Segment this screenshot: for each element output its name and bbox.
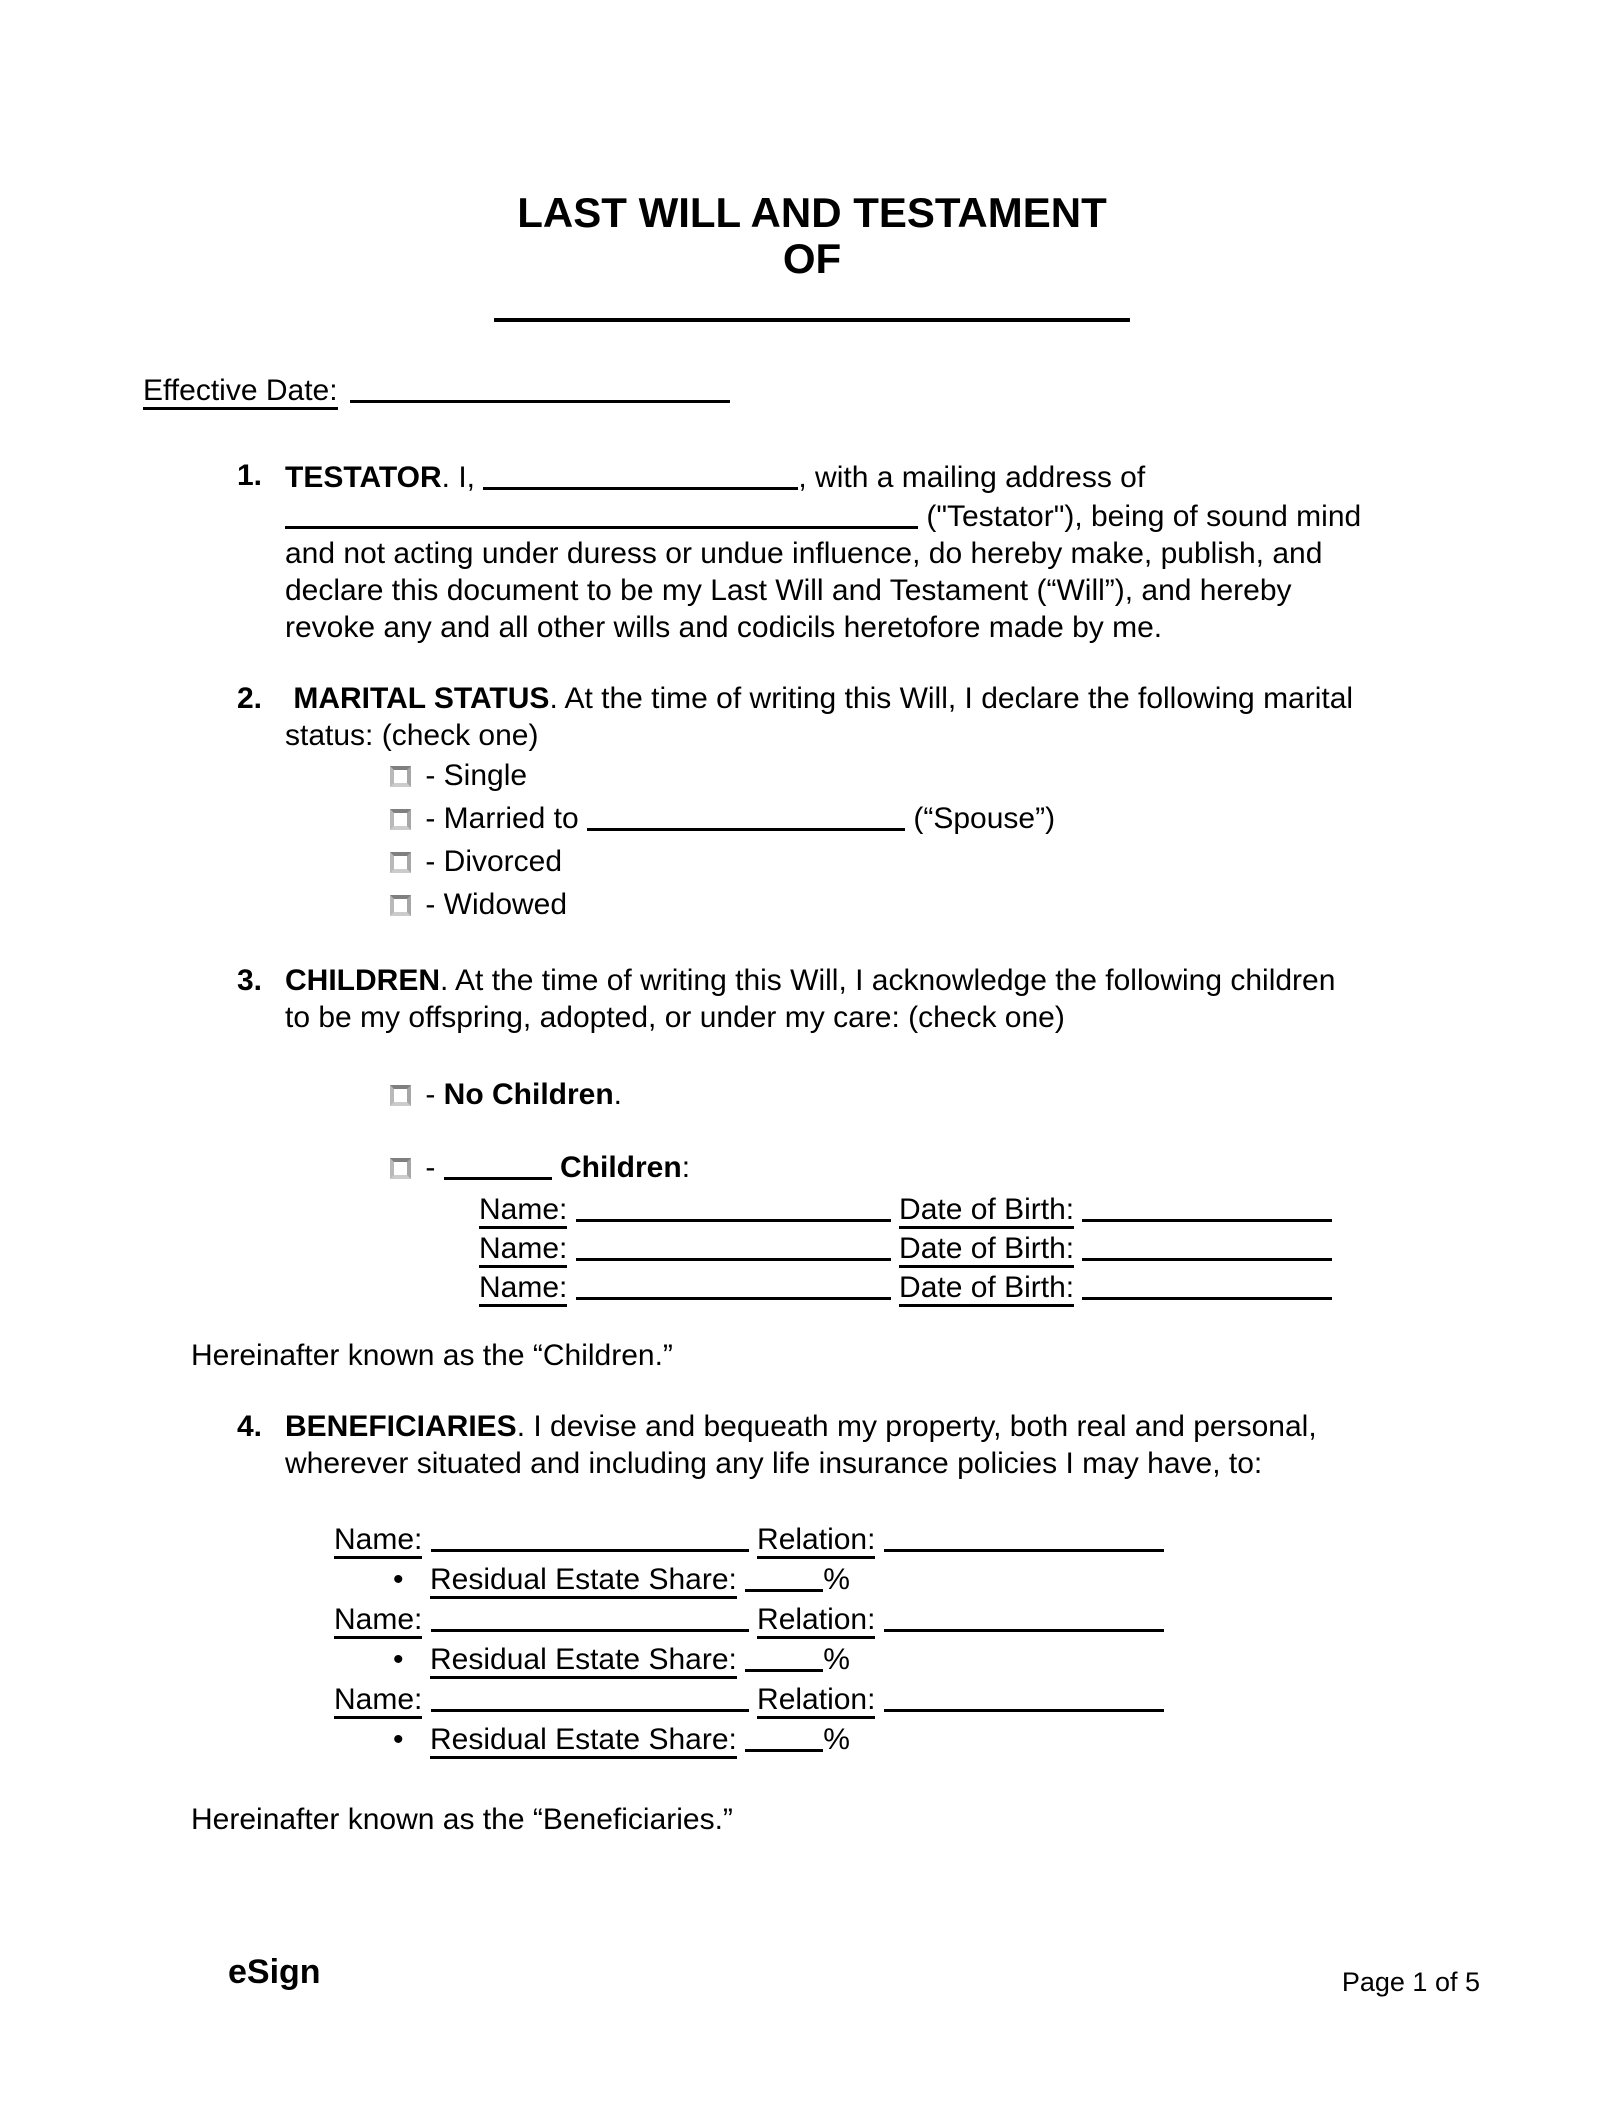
document-body bbox=[0, 457, 1624, 1838]
text-run: - Married to bbox=[417, 802, 588, 835]
spouse-name-blank[interactable] bbox=[587, 801, 905, 831]
text-run bbox=[1074, 1271, 1082, 1304]
underlined-label: Name: bbox=[479, 1193, 567, 1229]
testator-title-blank-line[interactable] bbox=[494, 318, 1130, 322]
section-number: 1. bbox=[237, 459, 263, 492]
esign-logo: eSign bbox=[228, 1953, 321, 1991]
option-widowed bbox=[390, 883, 1624, 926]
option-count-children bbox=[390, 1146, 1624, 1189]
residual-share-blank[interactable] bbox=[745, 1562, 823, 1592]
text-run: Hereinafter known as the “Beneficiaries.” bbox=[191, 1803, 733, 1836]
document-title-line1: LAST WILL AND TESTAMENT bbox=[517, 189, 1107, 236]
text-run: ("Testator"), being of sound mind bbox=[918, 500, 1362, 533]
underlined-label: Name: bbox=[479, 1232, 567, 1268]
residual-share-row-1 bbox=[385, 1559, 1624, 1599]
text-run bbox=[737, 1563, 745, 1596]
child-dob-blank[interactable] bbox=[1082, 1192, 1332, 1222]
text-run bbox=[891, 1232, 899, 1265]
text-run: declare this document to be my Last Will and Testament (“Will”), and hereby bbox=[285, 574, 1292, 607]
divorced-checkbox[interactable] bbox=[390, 852, 411, 873]
text-run: . At the time of writing this Will, I acknowledge the following children bbox=[440, 964, 1336, 997]
effective-date-blank[interactable] bbox=[350, 373, 730, 403]
text-run bbox=[749, 1523, 757, 1556]
underlined-label: Name: bbox=[479, 1271, 567, 1307]
underlined-label: Date of Birth: bbox=[899, 1232, 1074, 1268]
beneficiary-relation-blank[interactable] bbox=[884, 1682, 1164, 1712]
underlined-label: Name: bbox=[334, 1683, 422, 1719]
text-run bbox=[737, 1723, 745, 1756]
bullet-icon: • bbox=[393, 1563, 404, 1596]
paragraph-line bbox=[285, 717, 1624, 754]
text-run: . I devise and bequeath my property, both real and personal, bbox=[516, 1410, 1317, 1443]
text-run bbox=[737, 1643, 745, 1676]
option-single bbox=[390, 754, 1624, 797]
bullet-icon: • bbox=[393, 1723, 404, 1756]
section-number: 2. bbox=[237, 682, 263, 715]
effective-date-label: Effective Date: bbox=[143, 374, 338, 410]
paragraph-line bbox=[285, 535, 1624, 572]
text-run: - Single bbox=[417, 759, 528, 792]
text-run: - Widowed bbox=[417, 888, 568, 921]
beneficiary-name-blank[interactable] bbox=[431, 1682, 749, 1712]
text-run: % bbox=[823, 1563, 850, 1596]
child-row-2 bbox=[479, 1228, 1624, 1267]
child-dob-blank[interactable] bbox=[1082, 1270, 1332, 1300]
residual-share-blank[interactable] bbox=[745, 1642, 823, 1672]
text-run bbox=[567, 1232, 575, 1265]
underlined-label: Residual Estate Share: bbox=[430, 1723, 737, 1759]
text-run bbox=[891, 1271, 899, 1304]
single-checkbox[interactable] bbox=[390, 766, 411, 787]
text-run: revoke any and all other wills and codicils heretofore made by me. bbox=[285, 611, 1163, 644]
section-number: 3. bbox=[237, 964, 263, 997]
underlined-label: Relation: bbox=[757, 1603, 875, 1639]
bold-text: No Children bbox=[443, 1078, 614, 1111]
child-row-3 bbox=[479, 1267, 1624, 1306]
married-checkbox[interactable] bbox=[390, 809, 411, 830]
text-run: . At the time of writing this Will, I declare the following marital bbox=[549, 682, 1354, 715]
children-hereinafter bbox=[191, 1337, 1624, 1374]
paragraph-line bbox=[285, 962, 1624, 999]
child-row-1 bbox=[479, 1189, 1624, 1228]
text-run: Hereinafter known as the “Children.” bbox=[191, 1339, 673, 1372]
bold-text: Children bbox=[560, 1151, 682, 1184]
text-run: , with a mailing address of bbox=[798, 461, 1146, 494]
section-testator bbox=[237, 457, 1624, 646]
widowed-checkbox[interactable] bbox=[390, 895, 411, 916]
text-run bbox=[875, 1683, 883, 1716]
text-run bbox=[1074, 1193, 1082, 1226]
underlined-label: Name: bbox=[334, 1603, 422, 1639]
beneficiary-name-blank[interactable] bbox=[431, 1602, 749, 1632]
paragraph-line bbox=[285, 999, 1624, 1036]
child-name-blank[interactable] bbox=[576, 1231, 891, 1261]
residual-share-blank[interactable] bbox=[745, 1722, 823, 1752]
text-run bbox=[422, 1603, 430, 1636]
text-run bbox=[567, 1193, 575, 1226]
text-run bbox=[875, 1523, 883, 1556]
page-indicator: Page 1 of 5 bbox=[1341, 1967, 1480, 1997]
text-run bbox=[749, 1603, 757, 1636]
paragraph-line bbox=[285, 1445, 1624, 1482]
children-count-blank[interactable] bbox=[444, 1150, 552, 1180]
beneficiary-name-blank[interactable] bbox=[431, 1522, 749, 1552]
underlined-label: Name: bbox=[334, 1523, 422, 1559]
beneficiary-row-2 bbox=[334, 1599, 1624, 1639]
bold-text: CHILDREN bbox=[285, 964, 440, 997]
bold-text: MARITAL STATUS bbox=[293, 682, 550, 715]
document-title bbox=[0, 190, 1624, 282]
beneficiary-relation-blank[interactable] bbox=[884, 1602, 1164, 1632]
child-name-blank[interactable] bbox=[576, 1270, 891, 1300]
text-run bbox=[552, 1151, 560, 1184]
option-married bbox=[390, 797, 1624, 840]
text-run: - bbox=[417, 1078, 444, 1111]
mailing-address-blank[interactable] bbox=[285, 499, 918, 529]
text-run: to be my offspring, adopted, or under my care: (check one) bbox=[285, 1001, 1065, 1034]
text-run bbox=[749, 1683, 757, 1716]
text-run: % bbox=[823, 1723, 850, 1756]
bold-text: TESTATOR bbox=[285, 461, 442, 494]
text-run: % bbox=[823, 1643, 850, 1676]
paragraph-line bbox=[285, 496, 1624, 535]
bullet-icon: • bbox=[393, 1643, 404, 1676]
underlined-label: Residual Estate Share: bbox=[430, 1563, 737, 1599]
text-run bbox=[422, 1683, 430, 1716]
has-children-checkbox[interactable] bbox=[390, 1158, 411, 1179]
text-run: wherever situated and including any life insurance policies I may have, to: bbox=[285, 1447, 1263, 1480]
section-beneficiaries bbox=[237, 1408, 1624, 1482]
paragraph-line bbox=[285, 680, 1624, 717]
paragraph-line bbox=[285, 572, 1624, 609]
bold-text: BENEFICIARIES bbox=[285, 1410, 517, 1443]
beneficiaries-hereinafter bbox=[191, 1801, 1624, 1838]
section-marital-status bbox=[237, 680, 1624, 754]
text-run: and not acting under duress or undue influence, do hereby make, publish, and bbox=[285, 537, 1323, 570]
paragraph-line bbox=[285, 457, 1624, 496]
beneficiary-row-3 bbox=[334, 1679, 1624, 1719]
paragraph-line bbox=[285, 1408, 1624, 1445]
text-run bbox=[422, 1523, 430, 1556]
text-run: - Divorced bbox=[417, 845, 563, 878]
child-name-blank[interactable] bbox=[576, 1192, 891, 1222]
text-run: . bbox=[613, 1078, 623, 1111]
text-run bbox=[1074, 1232, 1082, 1265]
text-run bbox=[875, 1603, 883, 1636]
beneficiary-relation-blank[interactable] bbox=[884, 1522, 1164, 1552]
document-title-line2: OF bbox=[782, 235, 842, 282]
underlined-label: Date of Birth: bbox=[899, 1271, 1074, 1307]
text-run: (“Spouse”) bbox=[905, 802, 1056, 835]
text-run: status: (check one) bbox=[285, 719, 539, 752]
paragraph-line bbox=[285, 609, 1624, 646]
text-run bbox=[891, 1193, 899, 1226]
underlined-label: Relation: bbox=[757, 1683, 875, 1719]
child-dob-blank[interactable] bbox=[1082, 1231, 1332, 1261]
beneficiary-row-1 bbox=[334, 1519, 1624, 1559]
residual-share-row-2 bbox=[385, 1639, 1624, 1679]
text-run: . I, bbox=[441, 461, 484, 494]
effective-date-row bbox=[143, 370, 1624, 409]
testator-name-blank[interactable] bbox=[483, 460, 798, 490]
section-number: 4. bbox=[237, 1410, 263, 1443]
option-divorced bbox=[390, 840, 1624, 883]
no-children-checkbox[interactable] bbox=[390, 1085, 411, 1106]
text-run: : bbox=[681, 1151, 691, 1184]
text-run: - bbox=[417, 1151, 444, 1184]
option-no-children bbox=[390, 1073, 1624, 1116]
text-run bbox=[567, 1271, 575, 1304]
underlined-label: Date of Birth: bbox=[899, 1193, 1074, 1229]
underlined-label: Relation: bbox=[757, 1523, 875, 1559]
section-children bbox=[237, 962, 1624, 1036]
underlined-label: Residual Estate Share: bbox=[430, 1643, 737, 1679]
residual-share-row-3 bbox=[385, 1719, 1624, 1759]
